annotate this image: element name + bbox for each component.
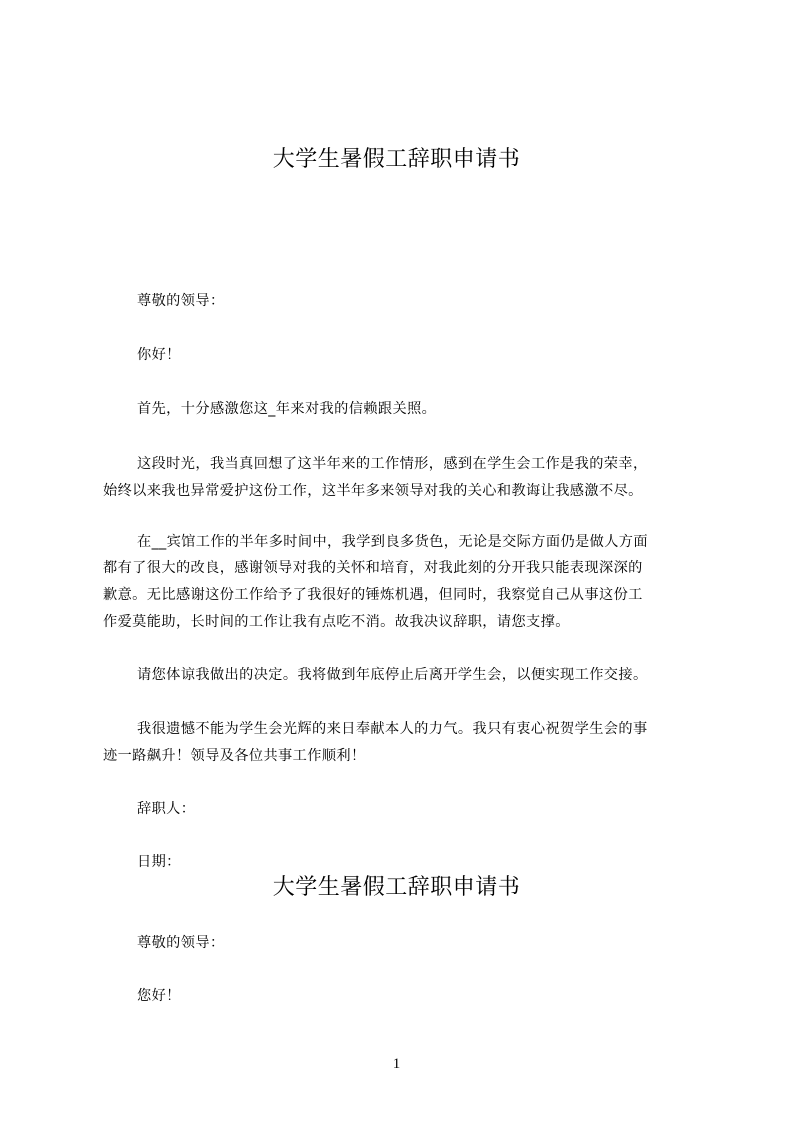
paragraph-line: 在__宾馆工作的半年多时间中，我学到良多货色，无论是交际方面仍是做人方面: [137, 534, 648, 550]
date-label: 日期：: [137, 854, 181, 870]
document-title: 大学生暑假工辞职申请书: [272, 147, 521, 172]
second-greeting: 您好！: [137, 988, 181, 1004]
signature-label: 辞职人：: [137, 801, 196, 817]
paragraph-line: 始终以来我也异常爱护这份工作，这半年多来领导对我的关心和教诲让我感激不尽。: [103, 483, 643, 499]
paragraph-line: 这段时光，我当真回想了这半年来的工作情形，感到在学生会工作是我的荣幸，: [137, 456, 648, 472]
paragraph-line: 作爱莫能助，长时间的工作让我有点吃不消。故我决议辞职，请您支撑。: [103, 614, 570, 630]
paragraph-line: 首先，十分感激您这_年来对我的信赖跟关照。: [137, 401, 437, 417]
second-document-title: 大学生暑假工辞职申请书: [272, 875, 521, 900]
page-number: 1: [392, 1056, 401, 1072]
paragraph-line: 我很遗憾不能为学生会光辉的来日奉献本人的力气。我只有衷心祝贺学生会的事: [137, 721, 648, 737]
second-salutation: 尊敬的领导：: [137, 935, 225, 951]
paragraph-line: 请您体谅我做出的决定。我将做到年底停止后离开学生会，以便实现工作交接。: [137, 667, 648, 683]
paragraph-line: 都有了很大的改良，感谢领导对我的关怀和培育，对我此刻的分开我只能表现深深的: [103, 560, 643, 576]
greeting: 你好！: [137, 347, 181, 363]
salutation: 尊敬的领导：: [137, 293, 225, 309]
paragraph-line: 迹一路飙升！领导及各位共事工作顺利！: [103, 748, 366, 764]
paragraph-line: 歉意。无比感谢这份工作给予了我很好的锤炼机遇，但同时，我察觉自己从事这份工: [103, 587, 643, 603]
